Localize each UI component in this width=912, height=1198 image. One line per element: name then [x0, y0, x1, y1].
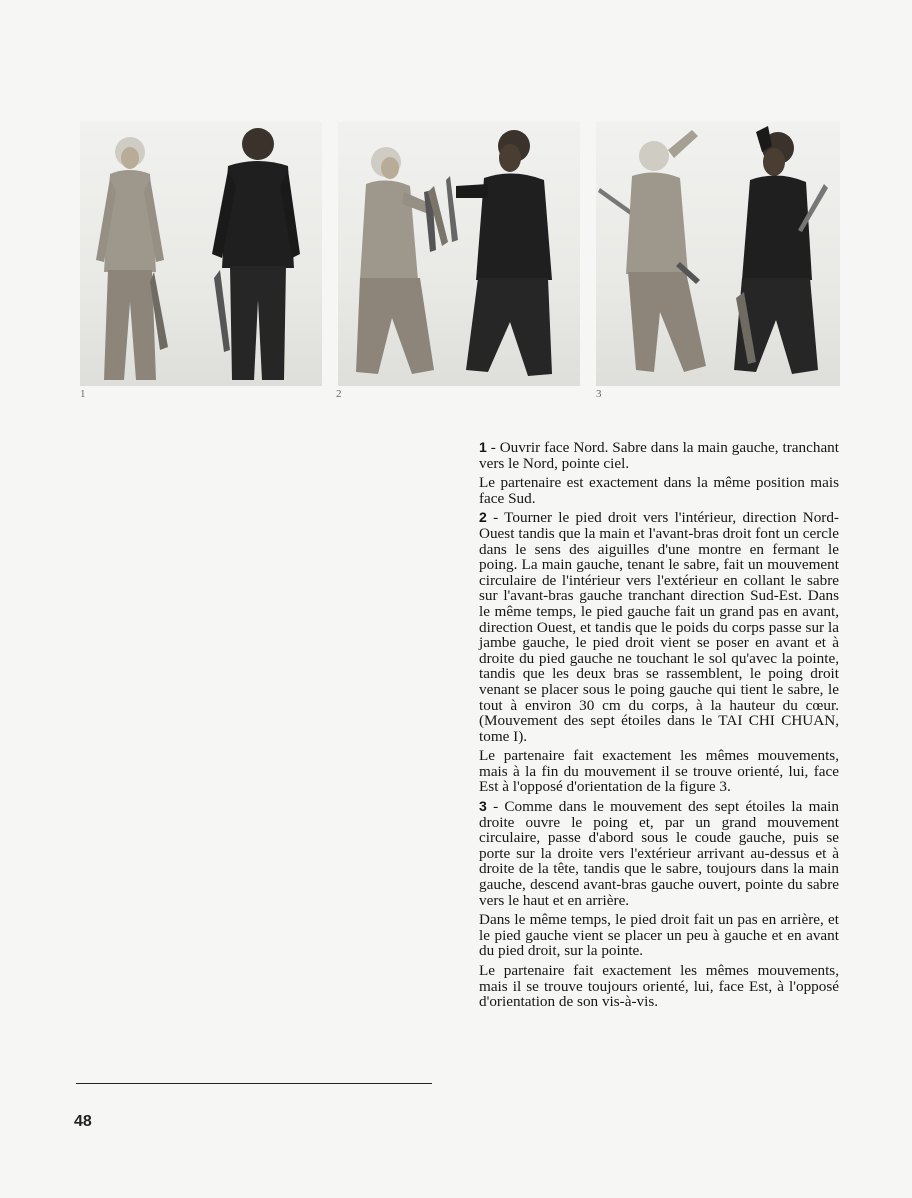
paragraph-text: Dans le même temps, le pied droit fait un pas en arrière, et le pied gauche vient se placer un peu à gauche et en avant du pied droit, sur la pointe.: [479, 911, 839, 960]
paragraph-text: - Comme dans le mouvement des sept étoiles la main droite ouvre le poing et, par un grand mouvement circulaire, passe d'abord sous le coude gauche, puis se porte sur la droite vers l'extérieur arrivant au-dessus et à droite de la tête, tandis que le sabre, toujours dans la main gauche, descend avant-bras gauche ouvert, pointe du sabre vers le haut et en arrière.: [479, 798, 839, 909]
paragraph-partner-1: [479, 475, 839, 506]
step-number: 3: [479, 798, 487, 815]
paragraph-step-2: [479, 510, 839, 744]
step-number: 1: [479, 439, 487, 455]
paragraph-partner-2: [479, 748, 839, 795]
paragraph-text: Le partenaire fait exactement les mêmes mouvements, mais il se trouve toujours orienté, lui, face Est, à l'opposé d'orientation de son vis-à-vis.: [479, 962, 839, 1011]
paragraph-step-3-continued: [479, 912, 839, 959]
photo-figure-2: [338, 122, 580, 386]
paragraph-step-3: [479, 799, 839, 908]
photo-2-illustration: [338, 122, 580, 386]
paragraph-step-1: [479, 440, 839, 471]
paragraph-text: - Tourner le pied droit vers l'intérieur, direction Nord-Ouest tandis que la main et l'avant-bras droit font un cercle dans le sens des aiguilles d'une montre en fermant le poing. La main gauche, tenant le sabre, fait un mouvement circulaire de l'intérieur vers l'extérieur en collant le sabre sur l'avant-bras gauche tranchant direction Sud-Est. Dans le même temps, le pied gauche fait un grand pas en avant, direction Ouest, et tandis que le poids du corps passe sur la jambe gauche, le pied droit vient se poser en avant et à droite du pied gauche ne touchant le sol qu'avec la pointe, tandis que les deux bras se rassemblent, le poing droit venant se placer sous le poing gauche qui tient le sabre, le tout à environ 30 cm du corps, à la hauteur du cœur. (Mouvement des sept étoiles dans le TAI CHI CHUAN, tome I).: [479, 509, 839, 745]
paragraph-text: Le partenaire est exactement dans la même position mais face Sud.: [479, 474, 839, 507]
photo-figure-1: [80, 122, 322, 386]
photo-3-illustration: [596, 122, 840, 386]
paragraph-partner-3: [479, 963, 839, 1010]
instruction-text: [479, 440, 839, 1014]
paragraph-text: - Ouvrir face Nord. Sabre dans la main gauche, tranchant vers le Nord, pointe ciel.: [479, 439, 839, 472]
figure-number-3: 3: [596, 388, 602, 400]
figure-number-2: 2: [336, 388, 342, 400]
footnote-rule: [76, 1083, 432, 1084]
paragraph-text: Le partenaire fait exactement les mêmes mouvements, mais à la fin du mouvement il se trouve orienté, lui, face Est à l'opposé d'orientation de la figure 3.: [479, 747, 839, 796]
photo-1-illustration: [80, 122, 322, 386]
figure-number-1: 1: [80, 388, 86, 400]
page-number: 48: [74, 1113, 92, 1130]
step-number: 2: [479, 509, 487, 526]
photo-figure-3: [596, 122, 840, 386]
